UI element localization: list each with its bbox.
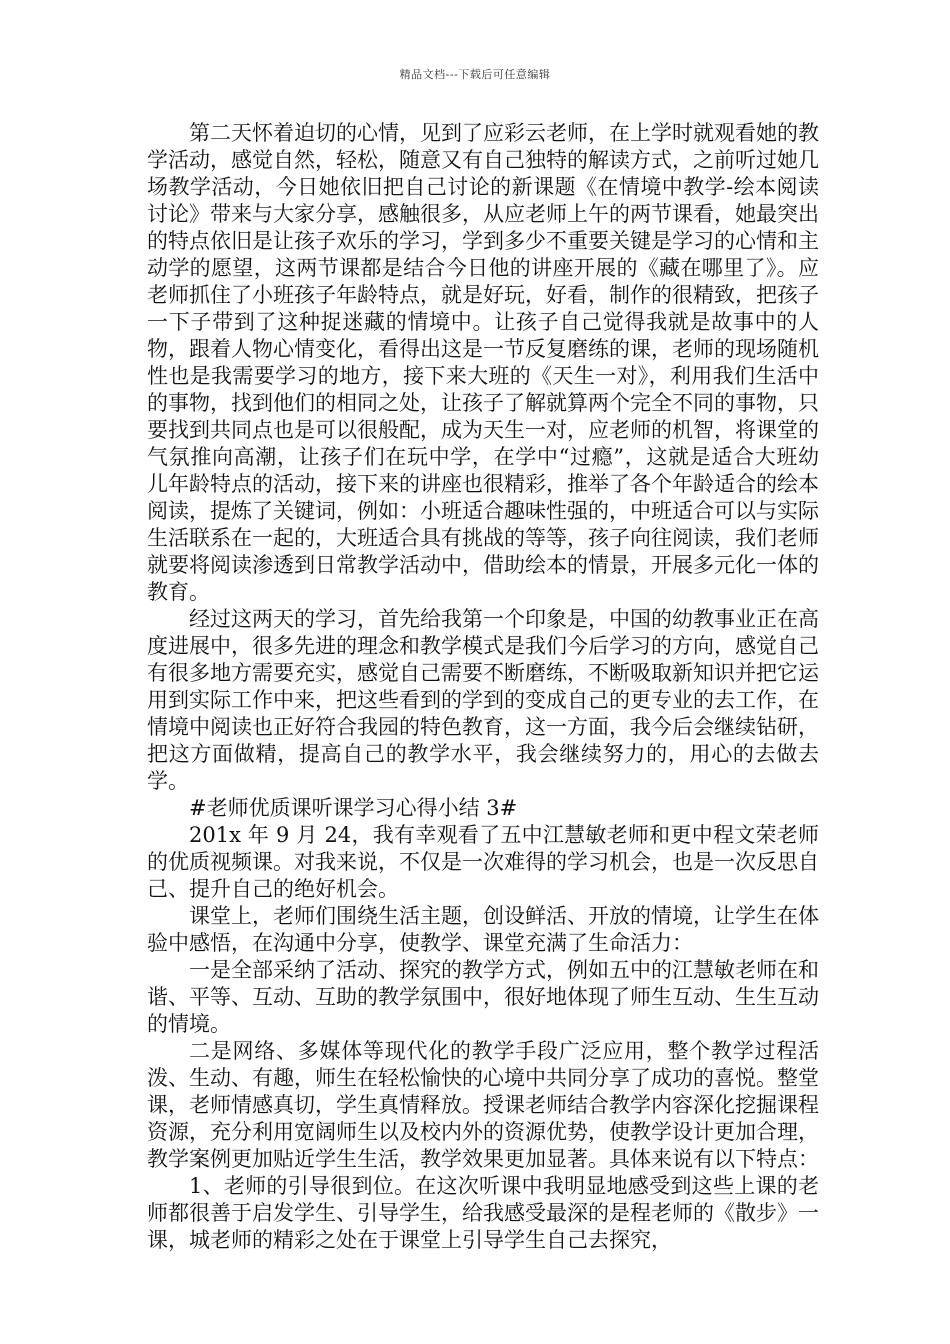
document-body	[147, 120, 819, 1254]
section-heading: #老师优质课听课学习心得小结 3#	[189, 796, 518, 820]
paragraph-7: 1、老师的引导很到位。在这次听课中我明显地感受到这些上课的老师都很善于启发学生、引导学生，给我感受最深的是程老师的《散步》一课，城老师的精彩之处在于课堂上引导学生自己去探究，	[147, 1174, 819, 1252]
page-header: 精品文档---下载后可任意编辑	[399, 68, 551, 81]
paragraph-4: 课堂上，老师们围绕生活主题，创设鲜活、开放的情境，让学生在体验中感悟，在沟通中分享，使教学、课堂充满了生命活力：	[147, 904, 819, 955]
paragraph-2: 经过这两天的学习，首先给我第一个印象是，中国的幼教事业正在高度进展中，很多先进的理念和教学模式是我们今后学习的方向，感觉自己有很多地方需要充实，感觉自己需要不断磨练，不断吸取新知识并把它运用到实际工作中来，把这些看到的学到的变成自己的更专业的去工作，在情境中阅读也正好符合我园的特色教育，这一方面，我今后会继续钻研，把这方面做精，提高自己的教学水平，我会继续努力的，用心的去做去学。	[147, 607, 819, 793]
paragraph-6: 二是网络、多媒体等现代化的教学手段广泛应用，整个教学过程活泼、生动、有趣，师生在轻松愉快的心境中共同分享了成功的喜悦。整堂课，老师情感真切，学生真情释放。授课老师结合教学内容深化挖掘课程资源，充分利用宽阔师生以及校内外的资源优势，使教学设计更加合理，教学案例更加贴近学生生活，教学效果更加显著。具体来说有以下特点：	[147, 1039, 819, 1171]
paragraph-3: 201x 年 9 月 24，我有幸观看了五中江慧敏老师和更中程文荣老师的优质视频课。对我来说，不仅是一次难得的学习机会，也是一次反思自己、提升自己的绝好机会。	[147, 823, 819, 901]
paragraph-5: 一是全部采纳了活动、探究的教学方式，例如五中的江慧敏老师在和谐、平等、互动、互助的教学氛围中，很好地体现了师生互动、生生互动的情境。	[147, 958, 819, 1036]
paragraph-1: 第二天怀着迫切的心情，见到了应彩云老师，在上学时就观看她的教学活动，感觉自然，轻松，随意又有自己独特的解读方式，之前听过她几场教学活动，今日她依旧把自己讨论的新课题《在情境中教学-绘本阅读讨论》带来与大家分享，感触很多，从应老师上午的两节课看，她最突出的特点依旧是让孩子欢乐的学习，学到多少不重要关键是学习的心情和主动学的愿望，这两节课都是结合今日他的讲座开展的《藏在哪里了》。应老师抓住了小班孩子年龄特点，就是好玩，好看，制作的很精致，把孩子一下子带到了这种捉迷藏的情境中。让孩子自己觉得我就是故事中的人物，跟着人物心情变化，看得出这是一节反复磨练的课，老师的现场随机性也是我需要学习的地方，接下来大班的《天生一对》，利用我们生活中的事物，找到他们的相同之处，让孩子了解就算两个完全不同的事物，只要找到共同点也是可以很般配，成为天生一对，应老师的机智，将课堂的气氛推向高潮，让孩子们在玩中学，在学中“过瘾”，这就是适合大班幼儿年龄特点的活动，接下来的讲座也很精彩，推举了各个年龄适合的绘本阅读，提炼了关键词，例如：小班适合趣味性强的，中班适合可以与实际生活联系在一起的，大班适合具有挑战的等等，孩子向往阅读，我们老师就要将阅读渗透到日常教学活动中，借助绘本的情景，开展多元化一体的教育。	[147, 121, 819, 604]
